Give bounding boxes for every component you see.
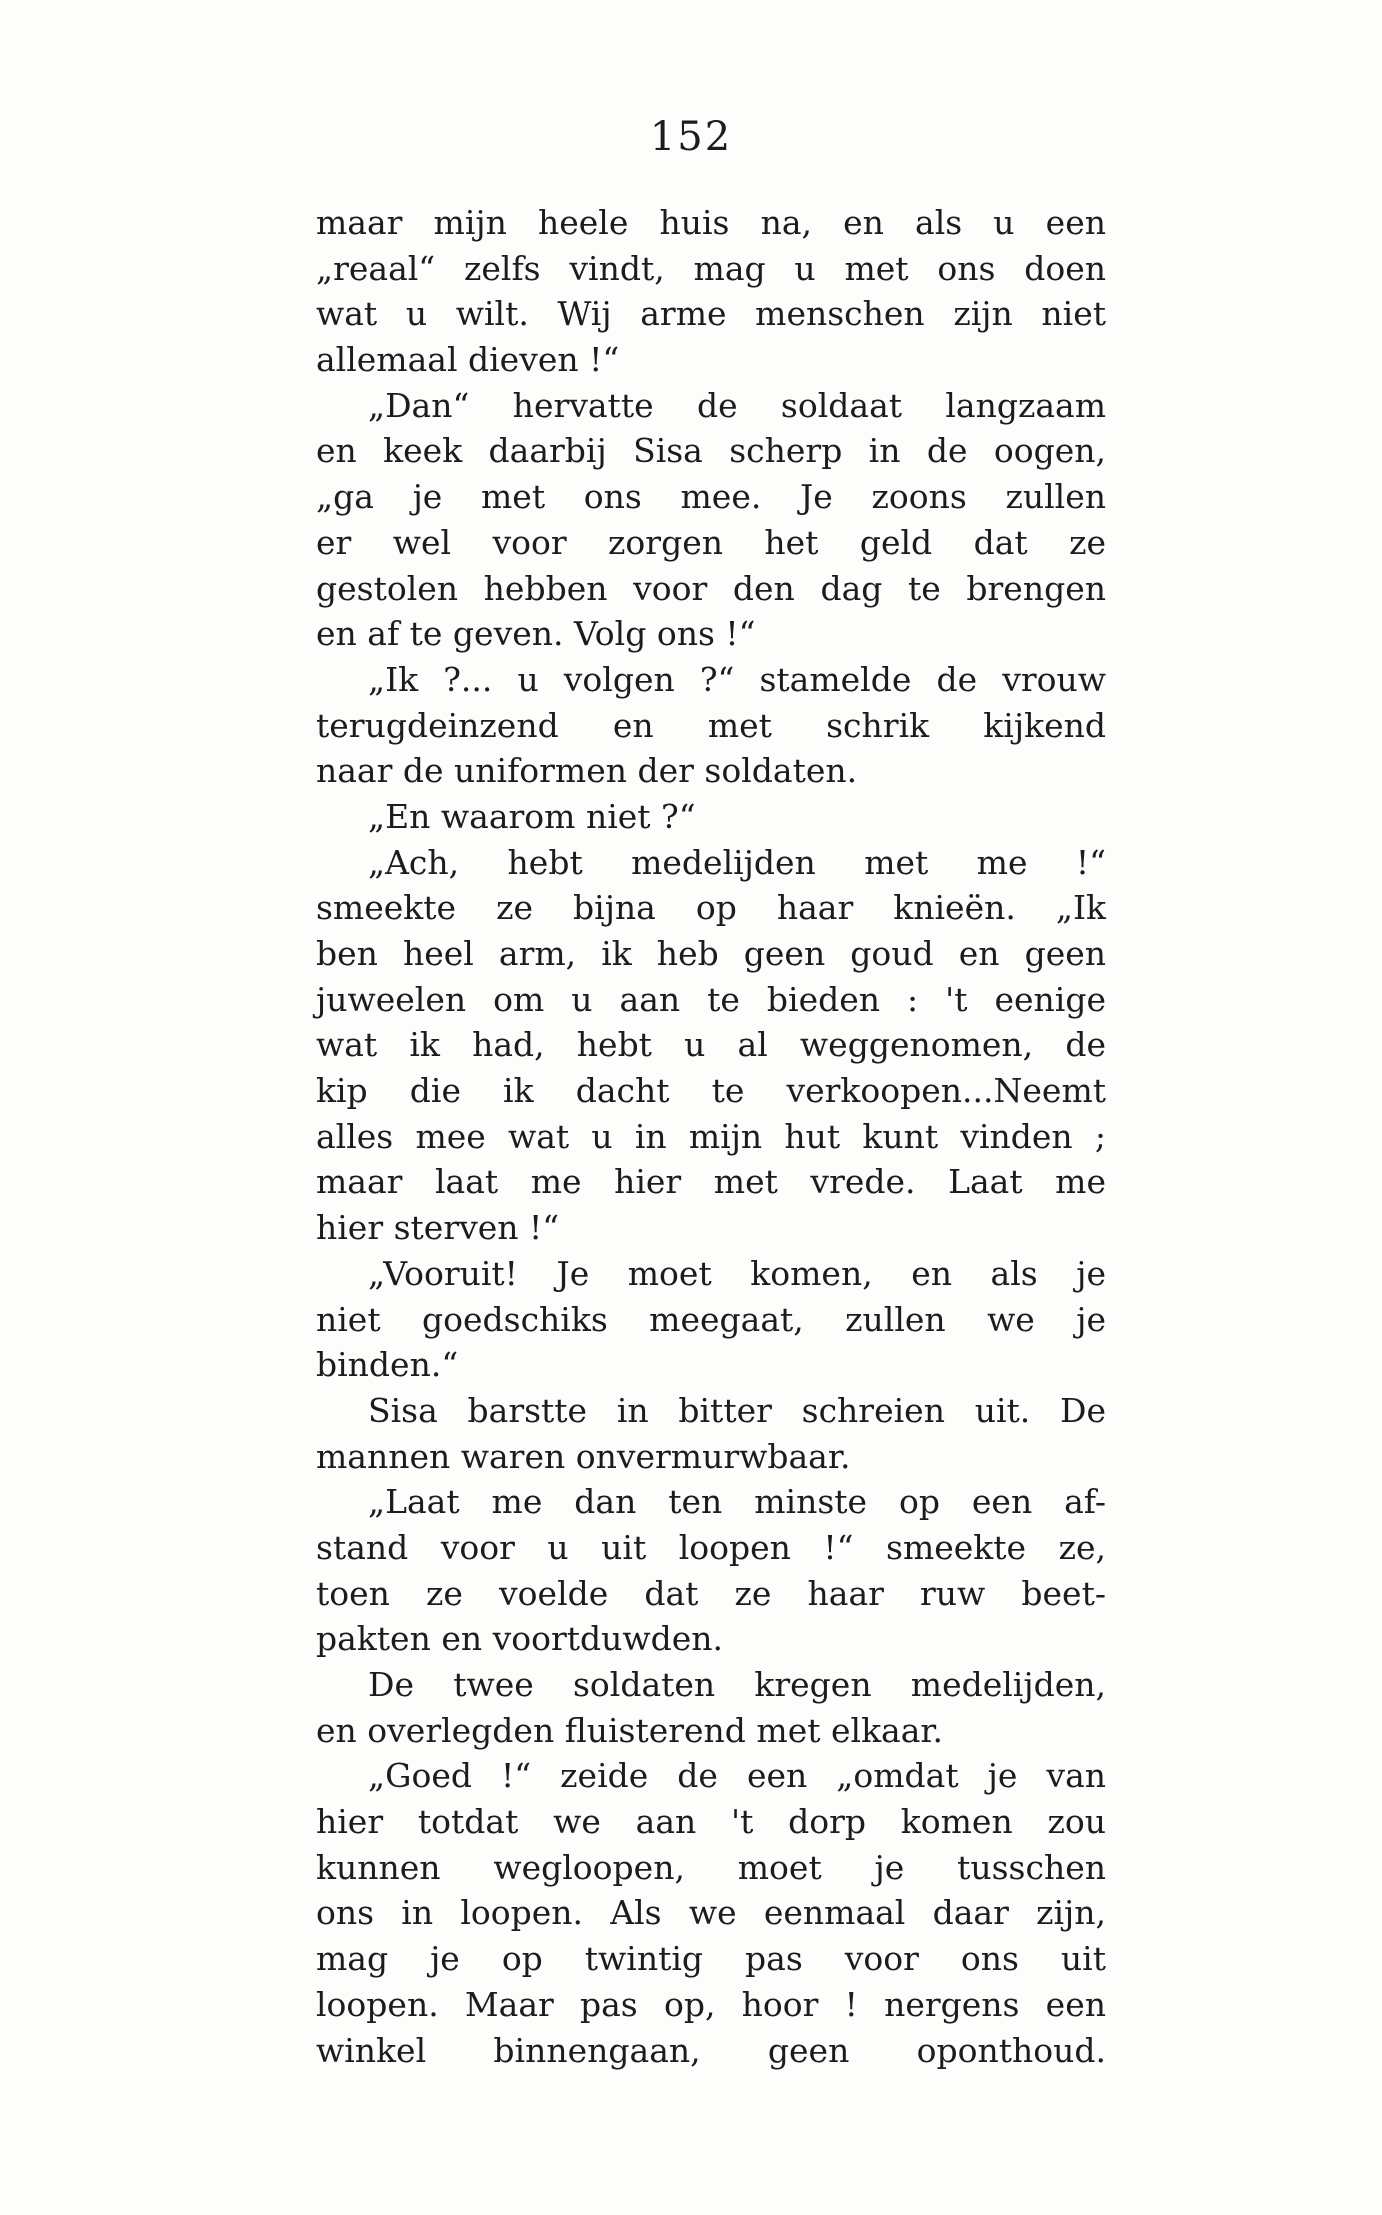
- text-line: er wel voor zorgen het geld dat ze: [316, 522, 1106, 562]
- text-line: „ga je met ons mee. Je zoons zullen: [316, 477, 1106, 517]
- text-line: terugdeinzend en met schrik kijkend: [316, 705, 1106, 745]
- body-text: [316, 200, 1106, 2073]
- text-line: maar laat me hier met vrede. Laat me: [316, 1162, 1106, 1202]
- text-line: allemaal dieven !“: [316, 340, 620, 380]
- text-line: binden.“: [316, 1345, 459, 1385]
- text-line: gestolen hebben voor den dag te brengen: [316, 568, 1106, 608]
- text-line: wat ik had, hebt u al weggenomen, de: [316, 1025, 1106, 1065]
- text-line: mannen waren onvermurwbaar.: [316, 1436, 851, 1476]
- text-line: stand voor u uit loopen !“ smeekte ze,: [316, 1527, 1106, 1567]
- text-line: „Vooruit! Je moet komen, en als je: [368, 1253, 1106, 1293]
- text-line: ben heel arm, ik heb geen goud en geen: [316, 934, 1106, 973]
- page-number: 152: [649, 114, 733, 160]
- text-line: juweelen om u aan te bieden : 't eenige: [316, 979, 1106, 1019]
- text-line: „Goed !“ zeide de een „omdat je van: [368, 1756, 1106, 1796]
- text-line: wat u wilt. Wij arme menschen zijn niet: [316, 294, 1106, 334]
- text-line: „Ik ?... u volgen ?“ stamelde de vrouw: [368, 659, 1106, 699]
- text-line: „Ach, hebt medelijden met me !“: [368, 842, 1106, 882]
- text-line: ons in loopen. Als we eenmaal daar zijn,: [316, 1893, 1106, 1933]
- text-line: en keek daarbij Sisa scherp in de oogen,: [316, 431, 1106, 471]
- text-line: en af te geven. Volg ons !“: [316, 614, 756, 654]
- text-line: „Laat me dan ten minste op een af-: [368, 1482, 1106, 1522]
- text-line: mag je op twintig pas voor ons uit: [316, 1939, 1106, 1979]
- text-line: winkel binnengaan, geen oponthoud.: [316, 2030, 1106, 2070]
- text-line: „reaal“ zelfs vindt, mag u met ons doen: [316, 248, 1106, 288]
- text-line: naar de uniformen der soldaten.: [316, 751, 858, 791]
- text-line: „Dan“ hervatte de soldaat langzaam: [368, 385, 1106, 425]
- text-line: „En waarom niet ?“: [368, 796, 696, 836]
- text-line: en overlegden fluisterend met elkaar.: [316, 1710, 944, 1750]
- text-line: toen ze voelde dat ze haar ruw beet-: [316, 1573, 1106, 1613]
- text-line: hier totdat we aan 't dorp komen zou: [316, 1802, 1106, 1842]
- text-line: loopen. Maar pas op, hoor ! nergens een: [316, 1984, 1106, 2024]
- text-line: hier sterven !“: [316, 1208, 560, 1248]
- text-line: kunnen wegloopen, moet je tusschen: [316, 1847, 1106, 1887]
- text-line: pakten en voortduwden.: [316, 1619, 724, 1659]
- text-line: alles mee wat u in mijn hut kunt vinden ;: [316, 1116, 1106, 1156]
- text-line: smeekte ze bijna op haar knieën. „Ik: [316, 888, 1106, 928]
- text-line: De twee soldaten kregen medelijden,: [368, 1665, 1106, 1704]
- text-line: niet goedschiks meegaat, zullen we je: [316, 1299, 1106, 1339]
- text-line: kip die ik dacht te verkoopen...Neemt: [316, 1071, 1106, 1111]
- text-line: maar mijn heele huis na, en als u een: [316, 203, 1106, 242]
- text-line: Sisa barstte in bitter schreien uit. De: [368, 1390, 1106, 1430]
